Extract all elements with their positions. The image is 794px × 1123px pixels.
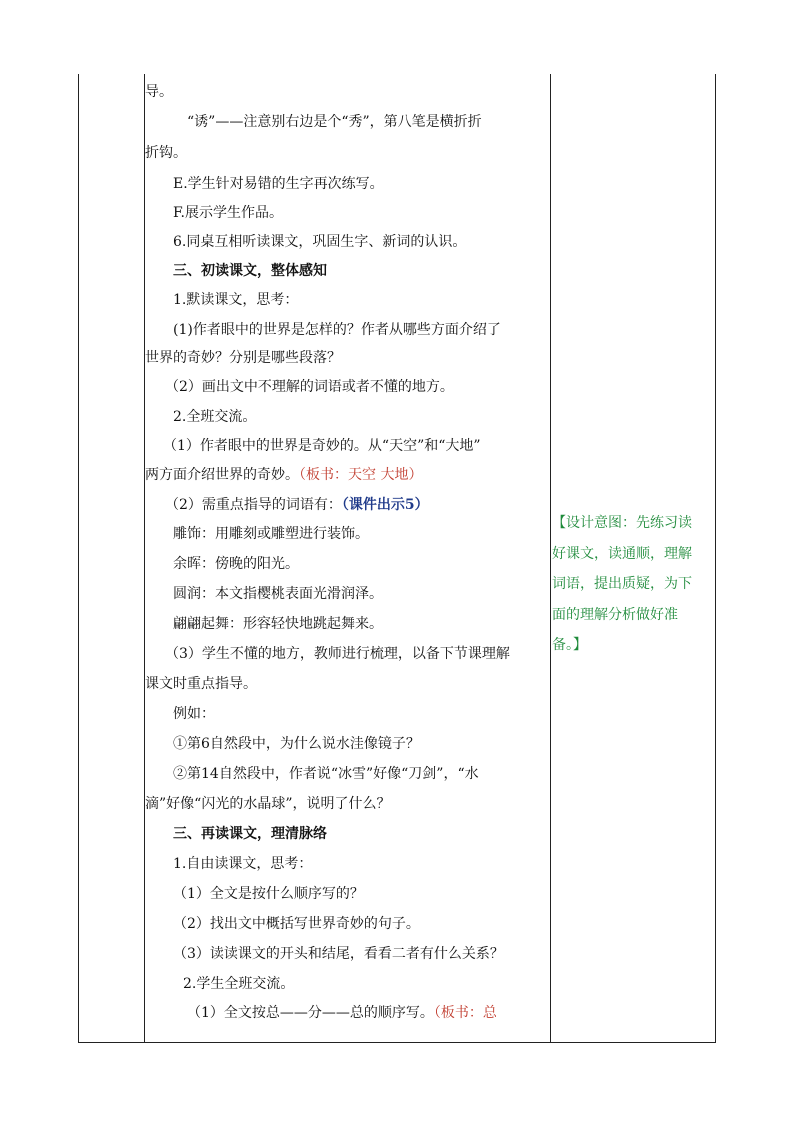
- text-line: 雕饰：用雕刻或雕塑进行装饰。: [173, 526, 369, 542]
- table-border-left: [78, 74, 79, 1043]
- design-intent-line: 词语，提出质疑，为下: [552, 576, 692, 592]
- text-line: “诱”——注意别右边是个“秀”，第八笔是横折折: [187, 114, 482, 130]
- board-line: [145, 465, 550, 485]
- board-note: （板书：天空 大地）: [299, 467, 423, 483]
- text-line: 导。: [145, 84, 173, 100]
- text-line: 折钩。: [145, 145, 187, 161]
- text-line: （3）读读课文的开头和结尾，看看二者有什么关系？: [173, 946, 504, 962]
- section-heading: 三、再读课文，理清脉络: [173, 826, 327, 842]
- text-line: 课文时重点指导。: [145, 676, 257, 692]
- text-line: ②第14自然段中，作者说“冰雪”好像“刀剑”，“水: [173, 766, 479, 782]
- design-intent-line: 好课文，读通顺，理解: [552, 545, 692, 562]
- text-line: E.学生针对易错的生字再次练写。: [173, 176, 384, 192]
- last-line-text: （1）全文按总——分——总的顺序写。: [187, 1005, 434, 1021]
- teaching-process-column: [145, 74, 550, 1043]
- text-line: 翩翩起舞：形容轻快地跳起舞来。: [173, 616, 383, 632]
- text-line: （3）学生不懂的地方，教师进行梳理，以备下节课理解: [165, 646, 510, 662]
- last-board-note: （板书：总: [433, 1005, 497, 1021]
- last-line: [145, 1003, 550, 1023]
- courseware-line: [145, 495, 550, 515]
- design-intent-line: 备。】: [552, 637, 587, 653]
- courseware-note: （课件出示5）: [341, 497, 429, 513]
- text-line: （1）作者眼中的世界是奇妙的。从“天空”和“大地”: [163, 438, 481, 454]
- text-line: 圆润：本文指樱桃表面光滑润泽。: [173, 586, 383, 602]
- table-divider-2: [550, 74, 551, 1043]
- text-line: 2.学生全班交流。: [183, 976, 295, 992]
- text-line: 6.同桌互相听读课文，巩固生字、新词的认识。: [173, 234, 467, 250]
- text-line: 余晖：傍晚的阳光。: [173, 556, 299, 572]
- text-line: 滴”好像“闪光的水晶球”，说明了什么？: [145, 796, 391, 812]
- text-line: 1.自由读课文，思考：: [173, 856, 313, 872]
- courseware-line-text: （2）需重点指导的词语有：: [165, 497, 342, 513]
- text-line: （1）全文是按什么顺序写的？: [173, 886, 364, 902]
- board-line-text: 两方面介绍世界的奇妙。: [145, 467, 299, 483]
- text-line: (1)作者眼中的世界是怎样的？作者从哪些方面介绍了: [173, 322, 501, 338]
- design-intent-column: [552, 508, 714, 661]
- text-line: 世界的奇妙？分别是哪些段落？: [145, 350, 341, 366]
- table-border-right: [715, 74, 716, 1043]
- text-line: ①第6自然段中，为什么说水洼像镜子？: [173, 736, 420, 752]
- text-line: F.展示学生作品。: [173, 205, 283, 221]
- text-line: （2）画出文中不理解的词语或者不懂的地方。: [165, 379, 454, 395]
- section-heading: 三、初读课文，整体感知: [173, 263, 327, 279]
- design-intent-line: 【设计意图：先练习读: [552, 515, 692, 531]
- text-line: 1.默读课文，思考：: [173, 292, 299, 308]
- text-line: 2.全班交流。: [173, 409, 257, 425]
- text-line: 例如：: [173, 706, 215, 722]
- text-line: （2）找出文中概括写世界奇妙的句子。: [173, 916, 420, 932]
- design-intent-line: 面的理解分析做好准: [552, 606, 678, 623]
